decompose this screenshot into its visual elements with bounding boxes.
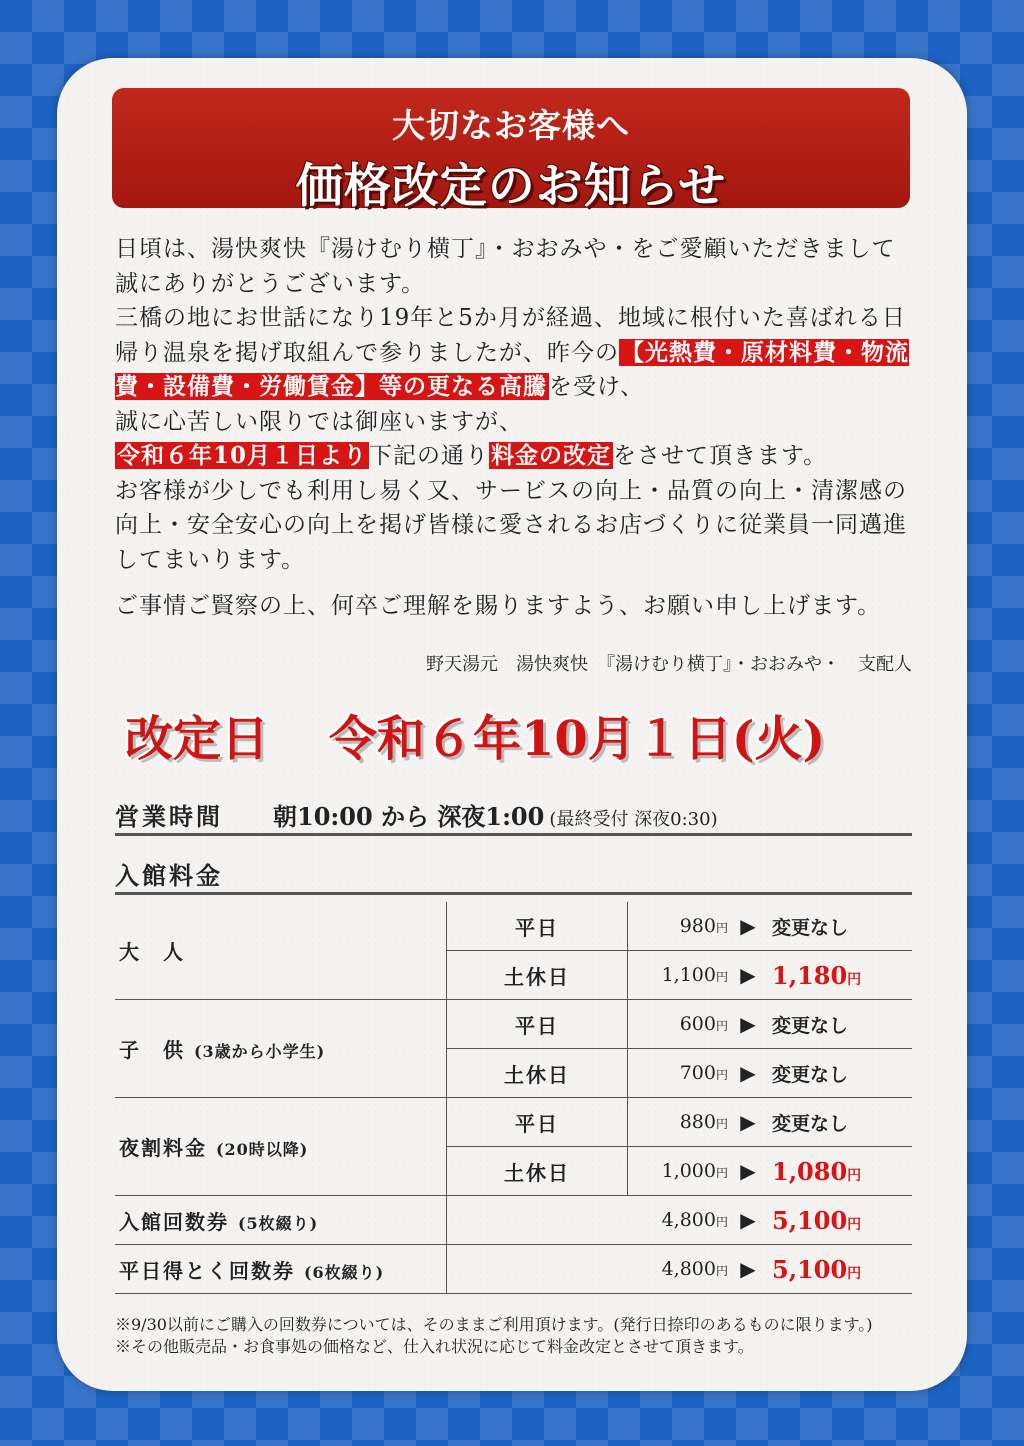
day-type: 平日 [447,1000,628,1049]
arrow-right-icon: ▶ [728,1000,768,1049]
revision-label: 改定日 [125,711,270,767]
old-price: 880円 [628,1098,729,1147]
price-change-highlight: 料金の改定 [491,442,612,469]
business-hours [115,797,912,836]
old-price: 980円 [628,902,729,951]
intro-paragraph-2: 三橋の地にお世話になり19年と5か月が経過、地域に根付いた喜ばれる日帰り温泉を掲げ取組んで参りましたが、昨今の【光熱費・原材料費・物流費・設備費・労働賃金】等の更なる高騰を受け、 [115,305,909,400]
date-highlight: 令和６年10月１日より [117,442,368,469]
table-row [115,1098,912,1147]
table-row [115,1245,912,1294]
hours-label: 営業時間 [115,802,223,831]
day-type: 土休日 [447,1049,628,1098]
table-row [115,902,912,951]
arrow-right-icon: ▶ [728,951,768,1000]
intro-paragraph-6: ご事情ご賢察の上、何卒ご理解を賜りますよう、お願い申し上げます。 [115,593,882,619]
day-type: 土休日 [447,951,628,1000]
title-banner [112,88,910,214]
hours-value: 朝10:00 から 深夜1:00 [273,802,545,831]
intro-paragraph-4: 令和６年10月１日より下記の通り料金の改定をさせて頂きます。 [117,442,828,469]
revision-date-heading [125,700,825,769]
new-price: 1,080円 [768,1147,912,1196]
signature: 野天湯元 湯快爽快 『湯けむり横丁』・おおみや・ 支配人 [426,654,912,675]
hours-note: (最終受付 深夜0:30) [549,809,718,830]
footnotes [115,1314,915,1358]
cost-highlight: 【光熱費・原材料費・物流費・設備費・労働賃金】等の更なる高騰 [115,338,909,400]
arrow-right-icon: ▶ [728,1196,768,1245]
old-price: 1,000円 [628,1147,729,1196]
new-price: 変更なし [768,902,912,951]
footnote-1: ※9/30以前にご購入の回数券については、そのままご利用頂けます。(発行日捺印のあるものに限ります。) [115,1315,873,1334]
category-night: 夜割料金 (20時以降) [115,1098,447,1196]
day-type: 土休日 [447,1147,628,1196]
old-price: 4,800円 [628,1245,729,1294]
category-child: 子 供 (3歳から小学生) [115,1000,447,1098]
arrow-right-icon: ▶ [728,1049,768,1098]
old-price: 700円 [628,1049,729,1098]
category-coupon-6: 平日得とく回数券 (6枚綴り) [115,1245,447,1294]
new-price: 1,180円 [768,951,912,1000]
intro-paragraph-3: 誠に心苦しい限りでは御座いますが、 [115,408,523,435]
day-type: 平日 [447,902,628,951]
footnote-2: ※その他販売品・お食事処の価格など、仕入れ状況に応じて料金改定とさせて頂きます。 [115,1337,754,1356]
category-adult: 大 人 [115,902,447,1000]
intro-text [115,232,915,624]
intro-paragraph-5: お客様が少しでも利用し易く又、サービスの向上・品質の向上・清潔感の向上・安全安心の向上を掲げ皆様に愛されるお店づくりに従業員一同邁進してまいります。 [115,477,907,573]
fee-table [115,902,912,1294]
new-price: 変更なし [768,1049,912,1098]
table-row [115,1196,912,1245]
new-price: 5,100円 [768,1245,912,1294]
day-type: 平日 [447,1098,628,1147]
arrow-right-icon: ▶ [728,1245,768,1294]
new-price: 変更なし [768,1098,912,1147]
old-price: 600円 [628,1000,729,1049]
arrow-right-icon: ▶ [728,1147,768,1196]
table-row [115,1000,912,1049]
old-price: 1,100円 [628,951,729,1000]
arrow-right-icon: ▶ [728,1098,768,1147]
banner-title: 価格改定のお知らせ [295,159,727,214]
old-price: 4,800円 [628,1196,729,1245]
new-price: 変更なし [768,1000,912,1049]
arrow-right-icon: ▶ [728,902,768,951]
intro-paragraph-1: 日頃は、湯快爽快『湯けむり横丁』・おおみや・をご愛顧いただきまして誠にありがとうございます。 [115,236,896,297]
revision-date: 令和６年10月１日(火) [329,711,826,767]
fee-section-title: 入館料金 [115,856,912,895]
new-price: 5,100円 [768,1196,912,1245]
banner-greeting: 大切なお客様へ [392,106,630,145]
category-coupon-5: 入館回数券 (5枚綴り) [115,1196,447,1245]
